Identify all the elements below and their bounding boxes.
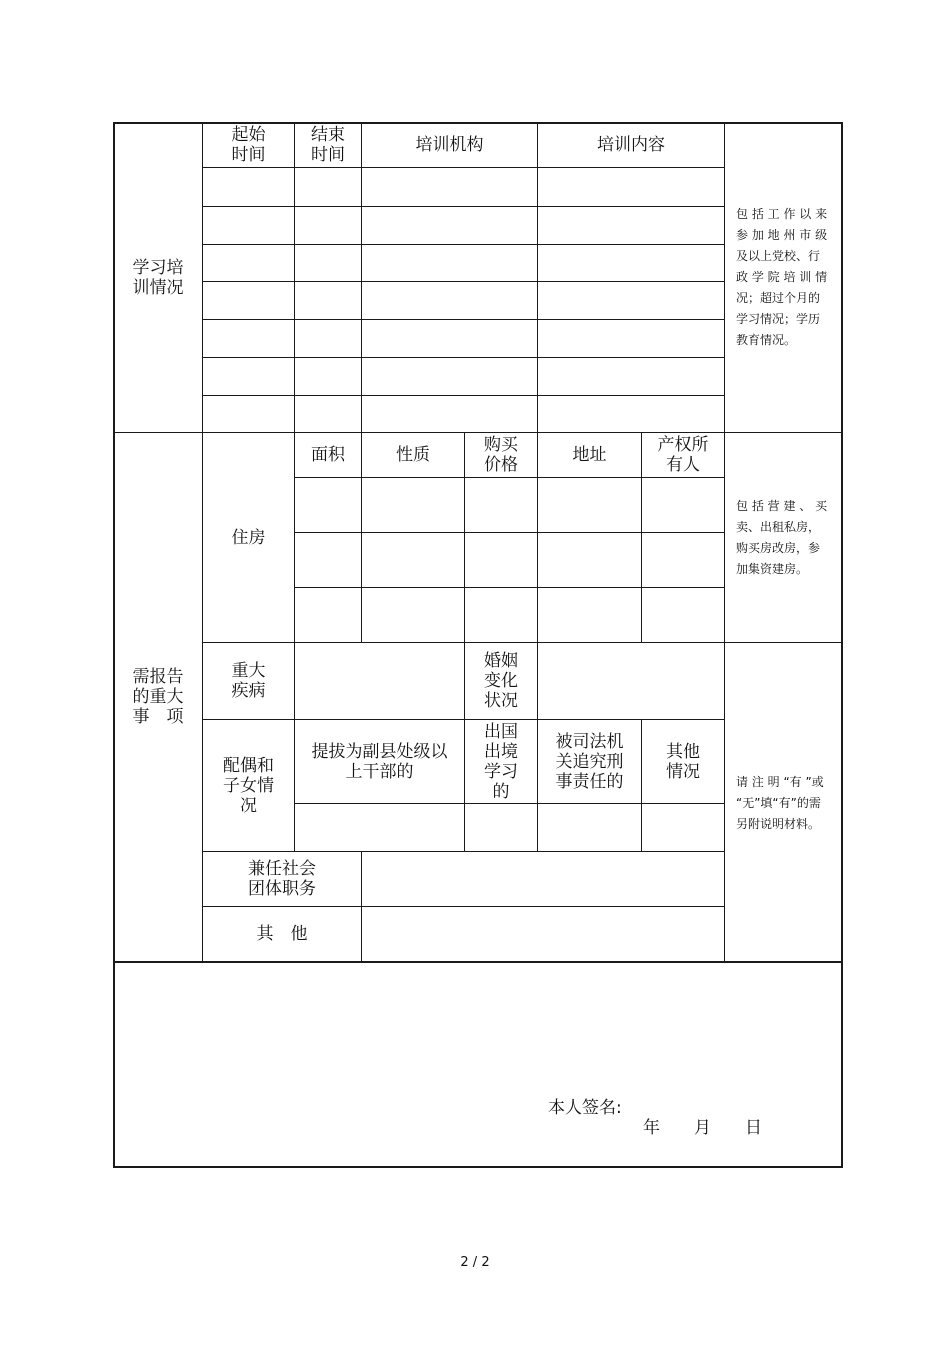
header-promoted-cadre: 提拔为副县处级以 上干部的 [311,741,448,782]
signature-label: 本人签名: [548,1098,622,1118]
family-label: 配偶和 子女情 况 [223,755,274,816]
grid-line [202,281,724,282]
table-border-right [841,122,843,1168]
page-number: 2 / 2 [460,1255,490,1270]
header-property-owner: 产权所 有人 [657,435,709,475]
training-note: 包 括 工 作 以 来 参 加 地 州 市 级 及以上党校、行 政 学 院 培 训 情 况；超过个月的 学习情况；学历 教育情况。 [736,207,828,347]
social-post-label: 兼任社会 团体职务 [248,859,316,899]
header-training-content: 培训内容 [597,135,665,155]
grid-line [361,122,362,432]
header-other-situation: 其他 情况 [666,741,700,782]
header-training-institution: 培训机构 [415,135,484,155]
other-label: 其 他 [256,924,308,944]
header-area: 面积 [311,445,345,465]
grid-line [294,587,724,588]
grid-line [202,206,724,207]
yes-no-note: 请 注 明 “有 ”或 “无”填“有”的需 另附说明材料。 [736,775,824,831]
marriage-label: 婚姻 变化 状况 [484,651,518,711]
header-end-time: 结束 时间 [311,125,345,165]
grid-line [202,395,724,396]
header-nature: 性质 [396,445,430,465]
header-criminal-liability: 被司法机 关追究刑 事责任的 [555,731,624,792]
illness-label: 重大 疾病 [231,661,266,701]
grid-line [294,477,724,478]
housing-note: 包 括 营 建 、 买 卖、出租私房， 购买房改房，参 加集资建房。 [736,499,828,576]
grid-line [724,122,725,962]
table-border-bottom [113,1166,843,1168]
header-purchase-price: 购买 价格 [484,435,518,475]
grid-line [202,357,724,358]
header-address: 地址 [572,445,607,465]
grid-line [202,244,724,245]
grid-line [294,122,295,432]
housing-label: 住房 [231,527,266,548]
grid-line [294,532,724,533]
training-section-label: 学习培 训情况 [132,258,184,298]
signature-date: 年 月 日 [643,1118,762,1138]
section-divider [113,961,843,963]
major-matters-section-label: 需报告 的重大 事 项 [132,667,184,727]
grid-line [202,319,724,320]
grid-line [202,167,724,168]
header-start-time: 起始 时间 [231,125,266,165]
header-study-abroad: 出国 出境 学习 的 [484,721,518,802]
grid-line [537,122,538,432]
grid-line [294,803,724,804]
